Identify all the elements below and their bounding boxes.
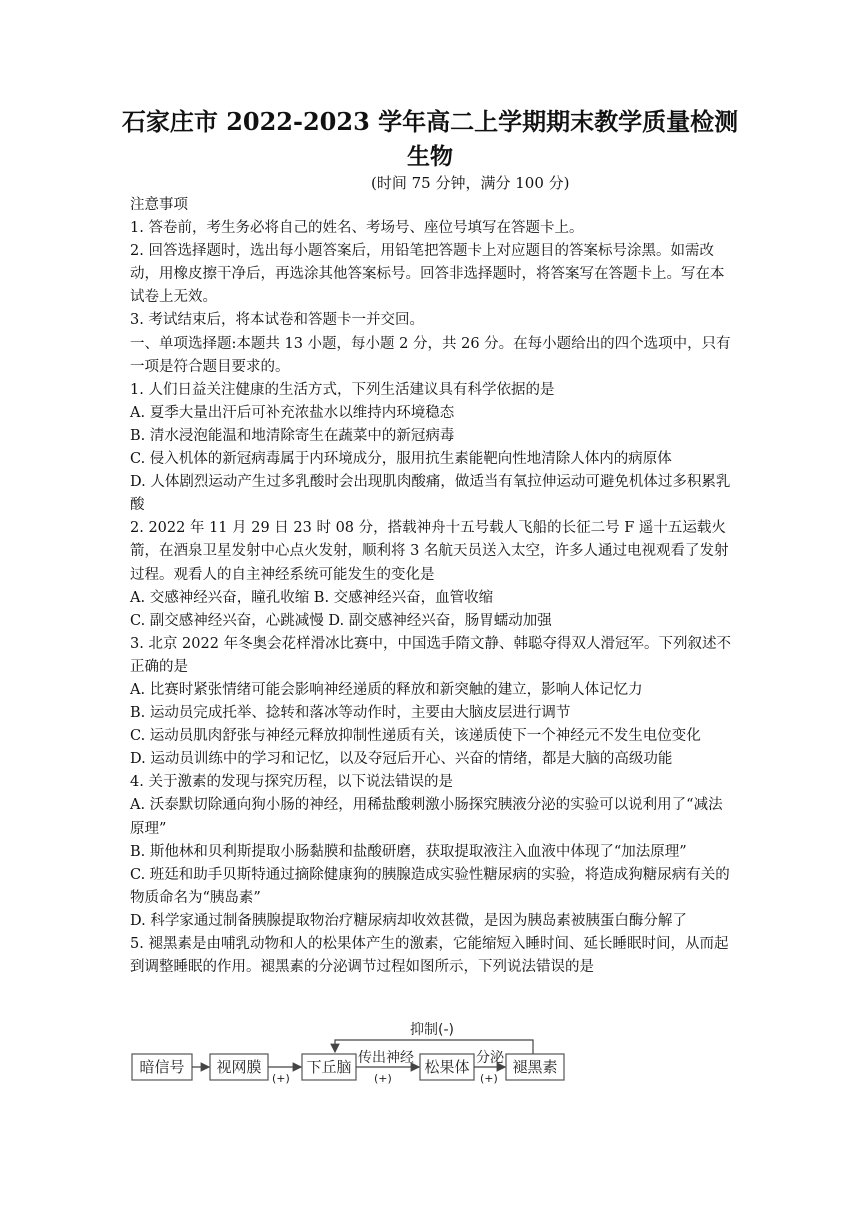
diagram-svg: [130, 1018, 570, 1088]
question-3: [130, 633, 732, 772]
positive-sign: (+): [272, 1072, 290, 1085]
question-1: [130, 379, 732, 518]
box-label: 视网膜: [216, 1058, 262, 1076]
option-b: B. 运动员完成托举、捻转和落冰等动作时，主要由大脑皮层进行调节: [130, 705, 571, 722]
option-d: D. 科学家通过制备胰腺提取物治疗糖尿病却收效甚微，是因为胰岛素被胰蛋白酶分解了: [130, 912, 687, 929]
option-c: C. 侵入机体的新冠病毒属于内环境成分，服用抗生素能靶向性地清除人体内的病原体: [130, 451, 672, 468]
question-2: [130, 517, 732, 632]
question-4: [130, 771, 732, 933]
melatonin-regulation-diagram: [130, 1018, 570, 1088]
option-d: D. 运动员训练中的学习和记忆，以及夺冠后开心、兴奋的情绪，都是大脑的高级功能: [130, 751, 673, 768]
box-label: 松果体: [424, 1058, 470, 1076]
question-stem: 5. 褪黑素是由哺乳动物和人的松果体产生的激素，它能缩短入睡时间、延长睡眠时间，从而起到调整睡眠的作用。褪黑素的分泌调节过程如图所示，下列说法错误的是: [130, 936, 729, 976]
exam-title: 石家庄市 2022-2023 学年高二上学期期末教学质量检测: [121, 107, 739, 136]
positive-sign: (+): [374, 1072, 392, 1085]
arrow-label: 分泌: [476, 1050, 504, 1066]
question-stem: 1. 人们日益关注健康的生活方式，下列生活建议具有科学依据的是: [130, 381, 555, 398]
notice-item: 1. 答卷前，考生务必将自己的姓名、考场号、座位号填写在答题卡上。: [130, 220, 584, 237]
notice-item: 2. 回答选择题时，选出每小题答案后，用铅笔把答题卡上对应题目的答案标号涂黑。如需改动，用橡皮擦干净后，再选涂其他答案标号。回答非选择题时，将答案写在答题卡上。写在本试卷上无效。: [130, 243, 725, 306]
notice-heading: 注意事项: [130, 197, 188, 213]
box-label: 暗信号: [139, 1058, 185, 1076]
section-heading-cont: 一项是符合题目要求的。: [130, 358, 290, 375]
option-d: D. 人体剧烈运动产生过多乳酸时会出现肌肉酸痛，做适当有氧拉伸运动可避免机体过多积累乳酸: [130, 474, 731, 514]
option-b: B. 斯他林和贝利斯提取小肠黏膜和盐酸研磨，获取提取液注入血液中体现了“加法原理”: [130, 843, 687, 860]
option-a: A. 夏季大量出汗后可补充浓盐水以维持内环境稳态: [130, 404, 455, 421]
section-heading: 一、单项选择题:本题共 13 小题，每小题 2 分，共 26 分。在每小题给出的四个选项中，只有: [130, 335, 731, 352]
question-5: [130, 933, 732, 979]
arrow-label: 传出神经: [358, 1050, 414, 1066]
option-a: A. 比赛时紧张情绪可能会影响神经递质的释放和新突触的建立，影响人体记忆力: [130, 681, 643, 698]
question-stem: 3. 北京 2022 年冬奥会花样滑冰比赛中，中国选手隋文静、韩聪夺得双人滑冠军。下列叙述不正确的是: [130, 635, 732, 675]
question-stem: 4. 关于激素的发现与探究历程，以下说法错误的是: [130, 774, 453, 791]
subject-title: 生物: [407, 143, 453, 170]
exam-body: [130, 194, 732, 979]
positive-sign: (+): [480, 1072, 498, 1085]
option-c: C. 班廷和助手贝斯特通过摘除健康狗的胰腺造成实验性糖尿病的实验，将造成狗糖尿病有关的物质命名为“胰岛素”: [130, 866, 730, 906]
question-stem: 2. 2022 年 11 月 29 日 23 时 08 分，搭载神舟十五号载人飞船的长征二号 F 遥十五运载火箭，在酒泉卫星发射中心点火发射，顺利将 3 名航天员送入太空，许多人通过电视观看了发射过程。观看人的自主神经系统可能发生的变化是: [130, 520, 729, 583]
option-row: A. 交感神经兴奋，瞳孔收缩 B. 交感神经兴奋，血管收缩: [130, 589, 494, 606]
option-a: A. 沃泰默切除通向狗小肠的神经，用稀盐酸刺激小肠探究胰液分泌的实验可以说利用了“减法原理”: [130, 797, 723, 837]
notice-item: 3. 考试结束后，将本试卷和答题卡一并交回。: [130, 312, 424, 329]
feedback-label: 抑制(-): [410, 1022, 454, 1038]
option-c: C. 运动员肌肉舒张与神经元释放抑制性递质有关，该递质使下一个神经元不发生电位变化: [130, 728, 701, 745]
option-b: B. 清水浸泡能温和地清除寄生在蔬菜中的新冠病毒: [130, 427, 455, 444]
option-row: C. 副交感神经兴奋，心跳减慢 D. 副交感神经兴奋，肠胃蠕动加强: [130, 612, 552, 629]
box-label: 褪黑素: [512, 1058, 558, 1076]
box-label: 下丘脑: [306, 1058, 352, 1076]
time-note: (时间 75 分钟，满分 100 分): [371, 174, 570, 192]
